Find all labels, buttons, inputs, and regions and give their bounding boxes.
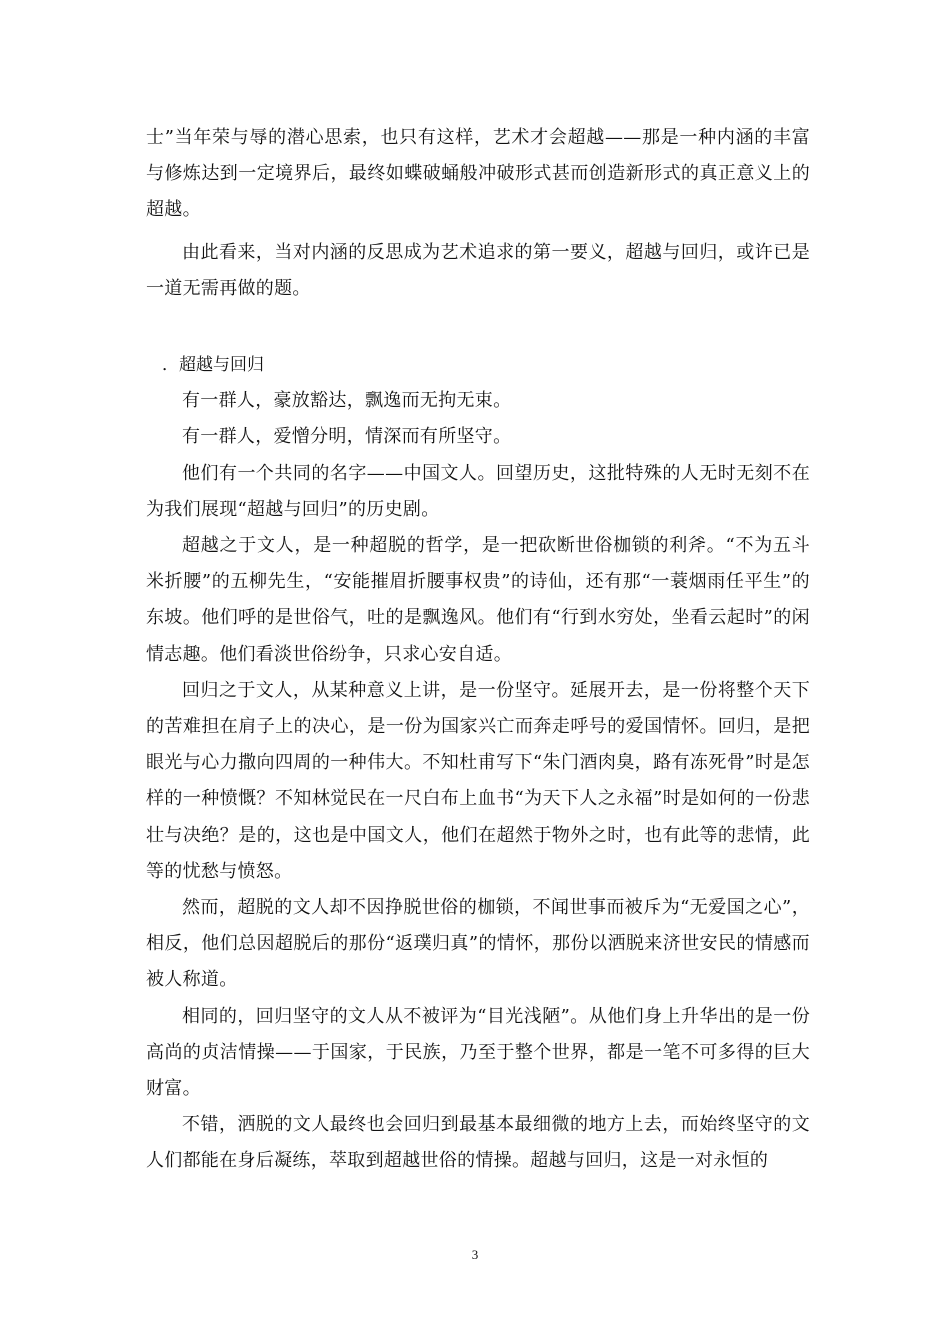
page-number: 3 <box>471 1247 479 1262</box>
section-spacer <box>146 307 810 347</box>
paragraph: 回归之于文人，从某种意义上讲，是一份坚守。延展开去，是一份将整个天下的苦难担在肩子上的决心，是一份为国家兴亡而奔走呼号的爱国情怀。回归，是把眼光与心力撒向四周的一种伟大。不知杜甫写下“朱门酒肉臭，路有冻死骨”时是怎样的一种愤慨？不知林觉民在一尺白布上血书“为天下人之永福”时是如何的一份悲壮与决绝？是的，这也是中国文人，他们在超然于物外之时，也有此等的悲情，此等的忧愁与愤怒。 <box>146 679 810 882</box>
paragraph-continuation: 士”当年荣与辱的潜心思索，也只有这样，艺术才会超越——那是一种内涵的丰富与修炼达到一定境界后，最终如蝶破蛹般冲破形式甚而创造新形式的真正意义上的超越。 <box>146 127 810 221</box>
document-body <box>146 120 810 1180</box>
paragraph: 有一群人，豪放豁达，飘逸而无拘无束。 <box>182 390 512 412</box>
paragraph: 他们有一个共同的名字——中国文人。回望历史，这批特殊的人无时无刻不在为我们展现“超越与回归”的历史剧。 <box>146 462 810 520</box>
paragraph: 然而，超脱的文人却不因挣脱世俗的枷锁，不闻世事而被斥为“无爱国之心”，相反，他们总因超脱后的那份“返璞归真”的情怀，那份以洒脱来济世安民的情感而被人称道。 <box>146 897 810 991</box>
section-title: ．超越与回归 <box>162 355 264 376</box>
paragraph: 有一群人，爱憎分明，情深而有所坚守。 <box>182 426 512 448</box>
paragraph: 不错，洒脱的文人最终也会回归到最基本最细微的地方上去，而始终坚守的文人们都能在身后凝练，萃取到超越世俗的情操。超越与回归，这是一对永恒的 <box>146 1114 810 1172</box>
paragraph: 超越之于文人，是一种超脱的哲学，是一把砍断世俗枷锁的利斧。“不为五斗米折腰”的五柳先生，“安能摧眉折腰事权贵”的诗仙，还有那“一蓑烟雨任平生”的东坡。他们呼的是世俗气，吐的是飘逸风。他们有“行到水穷处，坐看云起时”的闲情志趣。他们看淡世俗纷争，只求心安自适。 <box>146 535 810 665</box>
paragraph: 相同的，回归坚守的文人从不被评为“目光浅陋”。从他们身上升华出的是一份高尚的贞洁情操——于国家，于民族，乃至于整个世界，都是一笔不可多得的巨大财富。 <box>146 1005 810 1100</box>
paragraph-conclusion: 由此看来，当对内涵的反思成为艺术追求的第一要义，超越与回归，或许已是一道无需再做的题。 <box>146 241 810 299</box>
